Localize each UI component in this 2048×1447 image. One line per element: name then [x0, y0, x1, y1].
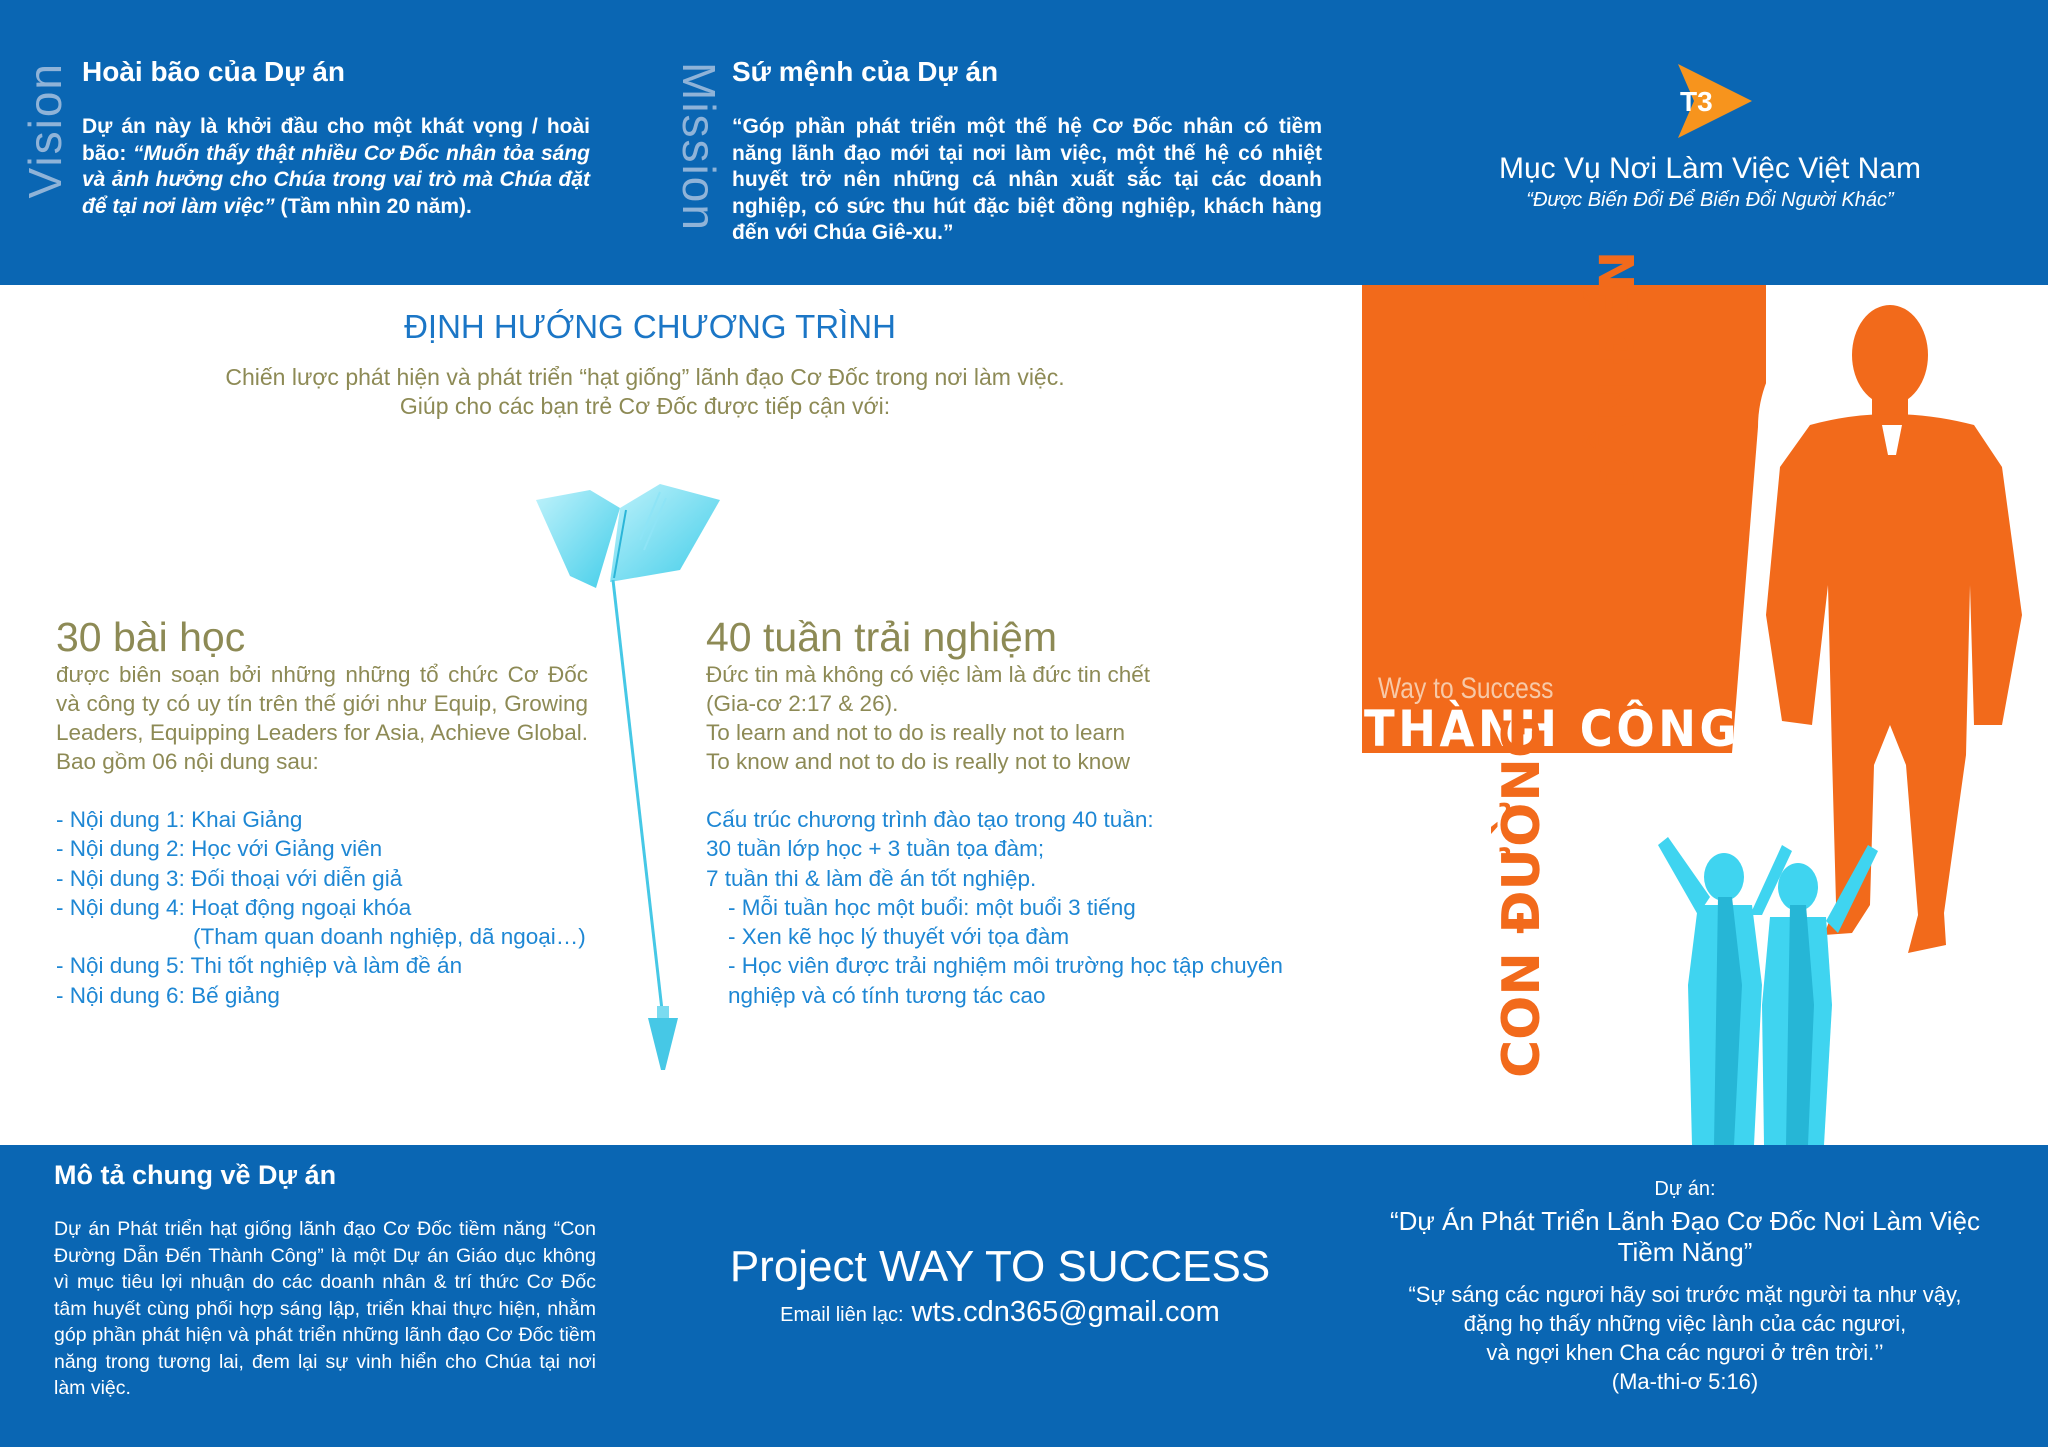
email-link[interactable]: wts.cdn365@gmail.com: [911, 1296, 1220, 1328]
description-text: Dự án Phát triển hạt giống lãnh đạo Cơ Đốc tiềm năng “Con Đường Dẫn Đến Thành Công” là một Dự án Giáo dục không vì mục tiêu lợi nhuận do các doanh nhân & trí thức Cơ Đốc tâm huyết cùng phối hợp sáng lập, triển khai thực hiện, nhằm góp phần phát hiện và phát triển những lãnh đạo Cơ Đốc tiềm năng trong tương lai, đem lại sự vinh hiển cho Chúa tại nơi làm việc.: [54, 1218, 596, 1399]
email-label: Email liên lạc:: [780, 1304, 904, 1326]
weeks-line: To know and not to do is really not to know: [706, 749, 1130, 774]
list-item: - Nội dung 3: Đối thoại với diễn giả: [56, 865, 403, 891]
t3-logo: [1672, 64, 1752, 138]
org-motto: “Được Biến Đổi Để Biến Đổi Người Khác”: [1526, 189, 1894, 211]
vision-text: Dự án này là khởi đầu cho một khát vọng / hoài bão: “Muốn thấy thật nhiều Cơ Đốc nhân tỏa sáng và ảnh hưởng cho Chúa trong vai trò mà Chúa đặt để tại nơi làm việc” (Tầm nhìn 20 năm).: [82, 115, 590, 218]
email-row: [700, 1296, 1300, 1329]
structure-list: [706, 805, 1283, 1010]
list-item: - Nội dung 4: Hoạt động ngoại khóa: [56, 894, 412, 920]
verse-reference: (Ma-thi-ơ 5:16): [1611, 1369, 1759, 1394]
list-item: - Nội dung 2: Học với Giảng viên: [56, 836, 383, 862]
list-item: 7 tuần thi & làm đề án tốt nghiệp.: [706, 865, 1037, 891]
verse-line: và ngợi khen Cha các ngươi ở trên trời.’’: [1486, 1340, 1884, 1365]
list-item: - Mỗi tuần học một buổi: một buổi 3 tiếng: [728, 894, 1136, 920]
logo-text: T3: [1680, 86, 1713, 117]
weeks-line: (Gia-cơ 2:17 & 26).: [706, 691, 899, 716]
weeks-line: To learn and not to do is really not to learn: [706, 720, 1126, 745]
list-item: nghiệp và có tính tương tác cao: [728, 982, 1046, 1008]
vision-title: Hoài bão của Dự án: [82, 56, 345, 87]
verse-line: “Sự sáng các ngươi hãy soi trước mặt người ta như vậy,: [1408, 1282, 1962, 1307]
mission-label: Mission: [673, 62, 725, 232]
mission-text: “Góp phần phát triển một thế hệ Cơ Đốc nhân có tiềm năng lãnh đạo mới tại nơi làm việc, một thế hệ có nhiệt huyết trở nên những cá nhân xuất sắc tại các doanh nghiệp, có sức thu hút đặc biệt đồng nghiệp, khách hàng đến với Chúa Giê-xu.”: [732, 115, 1322, 244]
project-name-line: Tiềm Năng”: [1617, 1237, 1753, 1267]
list-item: 30 tuần lớp học + 3 tuần tọa đàm;: [706, 836, 1045, 862]
description-title: Mô tả chung về Dự án: [54, 1160, 337, 1190]
program-intro-2: Giúp cho các bạn trẻ Cơ Đốc được tiếp cận với:: [399, 393, 891, 419]
dan-den-label: DẪN ĐẾN: [1590, 250, 1646, 498]
list-item: - Nội dung 5: Thi tốt nghiệp và làm đề án: [56, 953, 463, 979]
list-item: - Nội dung 1: Khai Giảng: [56, 807, 303, 832]
weeks-heading: 40 tuần trải nghiệm: [706, 614, 1058, 660]
lessons-heading: 30 bài học: [56, 614, 246, 660]
list-item: Cấu trúc chương trình đào tạo trong 40 tuần:: [706, 807, 1154, 832]
weeks-lines: [706, 660, 1150, 776]
con-duong-label: CON ĐƯỜNG: [1492, 715, 1552, 1078]
list-item: (Tham quan doanh nghiệp, dã ngoại…): [193, 924, 586, 950]
list-item: - Xen kẽ học lý thuyết với tọa đàm: [728, 924, 1070, 950]
verse-line: đặng họ thấy những việc lành của các ngươi,: [1463, 1311, 1907, 1336]
bible-verse: [1370, 1280, 2000, 1396]
thanh-cong-label: THÀNH CÔNG: [1364, 700, 1741, 758]
mission-title: Sứ mệnh của Dự án: [732, 56, 999, 87]
lessons-text: được biên soạn bởi những những tổ chức Cơ Đốc và công ty có uy tín trên thế giới như Equip, Growing Leaders, Equipping Leaders for Asia, Achieve Global. Bao gồm 06 nội dung sau:: [56, 662, 588, 774]
weeks-line: Đức tin mà không có việc làm là đức tin chết: [706, 662, 1151, 687]
lessons-list: [56, 805, 586, 1010]
list-item: - Học viên được trải nghiệm môi trường học tập chuyên: [728, 953, 1283, 979]
project-label: Dự án:: [1654, 1178, 1716, 1200]
list-item: - Nội dung 6: Bế giảng: [56, 982, 280, 1008]
project-name-line: “Dự Án Phát Triển Lãnh Đạo Cơ Đốc Nơi Làm Việc: [1389, 1206, 1981, 1236]
org-name: Mục Vụ Nơi Làm Việc Việt Nam: [1498, 152, 1922, 185]
program-heading: ĐỊNH HƯỚNG CHƯƠNG TRÌNH: [404, 308, 896, 345]
way-to-success-label: Way to Success: [1378, 672, 1554, 705]
program-intro-1: Chiến lược phát hiện và phát triển “hạt giống” lãnh đạo Cơ Đốc trong nơi làm việc.: [225, 364, 1065, 390]
vision-label: Vision: [19, 62, 71, 199]
project-name: [1370, 1206, 2000, 1268]
project-title: Project WAY TO SUCCESS: [729, 1242, 1271, 1291]
